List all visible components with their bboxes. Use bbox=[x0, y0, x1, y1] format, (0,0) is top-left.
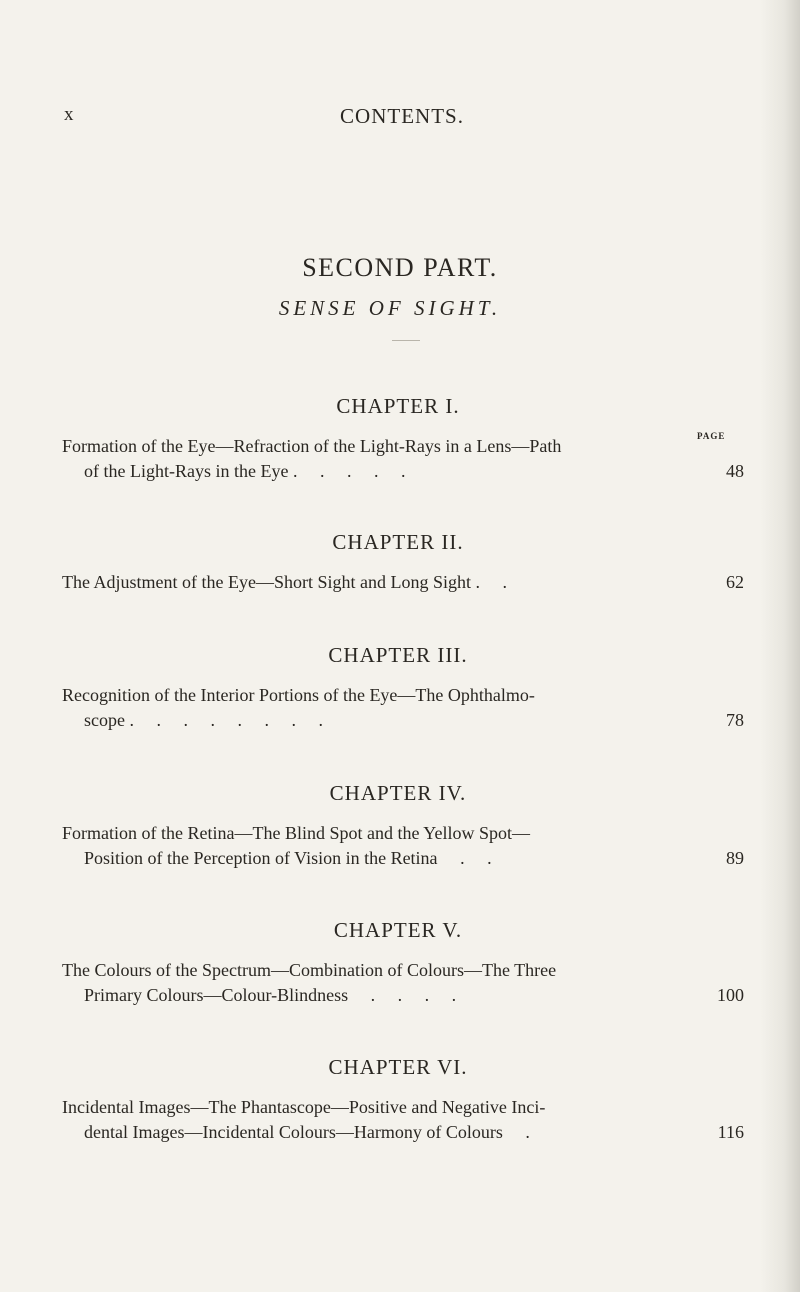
entry-line bbox=[62, 983, 744, 1008]
chapter-block bbox=[62, 394, 744, 484]
dot-leader: . . bbox=[437, 848, 492, 868]
chapter-heading: CHAPTER I. bbox=[336, 394, 460, 418]
chapter-heading: CHAPTER III. bbox=[328, 643, 468, 667]
page-number: 62 bbox=[726, 572, 744, 592]
toc-entry bbox=[62, 570, 744, 595]
entry-line bbox=[62, 459, 744, 484]
folio-numeral: x bbox=[64, 104, 74, 125]
chapter-heading: CHAPTER V. bbox=[333, 918, 463, 942]
toc-entry bbox=[62, 1095, 744, 1145]
toc-entry bbox=[62, 958, 744, 1008]
entry-line bbox=[62, 708, 744, 733]
running-head: CONTENTS. bbox=[340, 104, 464, 128]
dot-leader: . . . . bbox=[348, 985, 457, 1005]
chapter-heading: CHAPTER VI. bbox=[328, 1055, 468, 1079]
entry-line: Formation of the Retina—The Blind Spot and the Yellow Spot— bbox=[62, 823, 530, 843]
chapter-block bbox=[62, 781, 744, 871]
entry-text: dental Images—Incidental Colours—Harmony of Colours bbox=[84, 1122, 503, 1142]
entry-text: scope bbox=[84, 710, 125, 730]
entry-line: Formation of the Eye—Refraction of the Light-Rays in a Lens—Path bbox=[62, 436, 562, 456]
chapter-block bbox=[62, 530, 744, 595]
chapter-block bbox=[62, 1055, 744, 1145]
page-header bbox=[62, 104, 742, 134]
dot-leader: . bbox=[502, 1122, 530, 1142]
dot-leader: . . . . . bbox=[288, 461, 406, 481]
page-number: 89 bbox=[726, 848, 744, 868]
dot-leader: . . . . . . . . bbox=[124, 710, 323, 730]
page-column-label: PAGE bbox=[697, 431, 726, 441]
entry-text: The Adjustment of the Eye—Short Sight and Long Sight bbox=[62, 572, 471, 592]
page-number: 78 bbox=[726, 710, 744, 730]
toc-entry bbox=[62, 821, 744, 871]
toc-entry bbox=[62, 434, 744, 484]
page-number: 100 bbox=[717, 985, 744, 1005]
entry-line: The Colours of the Spectrum—Combination of Colours—The Three bbox=[62, 960, 557, 980]
toc-entry bbox=[62, 683, 744, 733]
part-title: SECOND PART. bbox=[302, 253, 498, 282]
entry-text: Primary Colours—Colour-Blindness bbox=[84, 985, 349, 1005]
chapter-block bbox=[62, 643, 744, 733]
entry-text: of the Light-Rays in the Eye bbox=[84, 461, 289, 481]
chapter-heading: CHAPTER IV. bbox=[329, 781, 467, 805]
page-edge-shadow bbox=[760, 0, 800, 1292]
divider-rule bbox=[392, 340, 420, 341]
chapter-block bbox=[62, 918, 744, 1008]
entry-line: Recognition of the Interior Portions of the Eye—The Ophthalmo- bbox=[62, 685, 535, 705]
entry-line bbox=[62, 1120, 744, 1145]
entry-text: Position of the Perception of Vision in the Retina bbox=[84, 848, 438, 868]
page-number: 48 bbox=[726, 461, 744, 481]
chapter-heading: CHAPTER II. bbox=[332, 530, 464, 554]
dot-leader: . . bbox=[470, 572, 507, 592]
entry-line: Incidental Images—The Phantascope—Positive and Negative Inci- bbox=[62, 1097, 546, 1117]
part-subtitle: SENSE OF SIGHT. bbox=[278, 296, 502, 320]
entry-line bbox=[62, 846, 744, 871]
page-number: 116 bbox=[717, 1122, 744, 1142]
entry-line bbox=[62, 570, 744, 595]
